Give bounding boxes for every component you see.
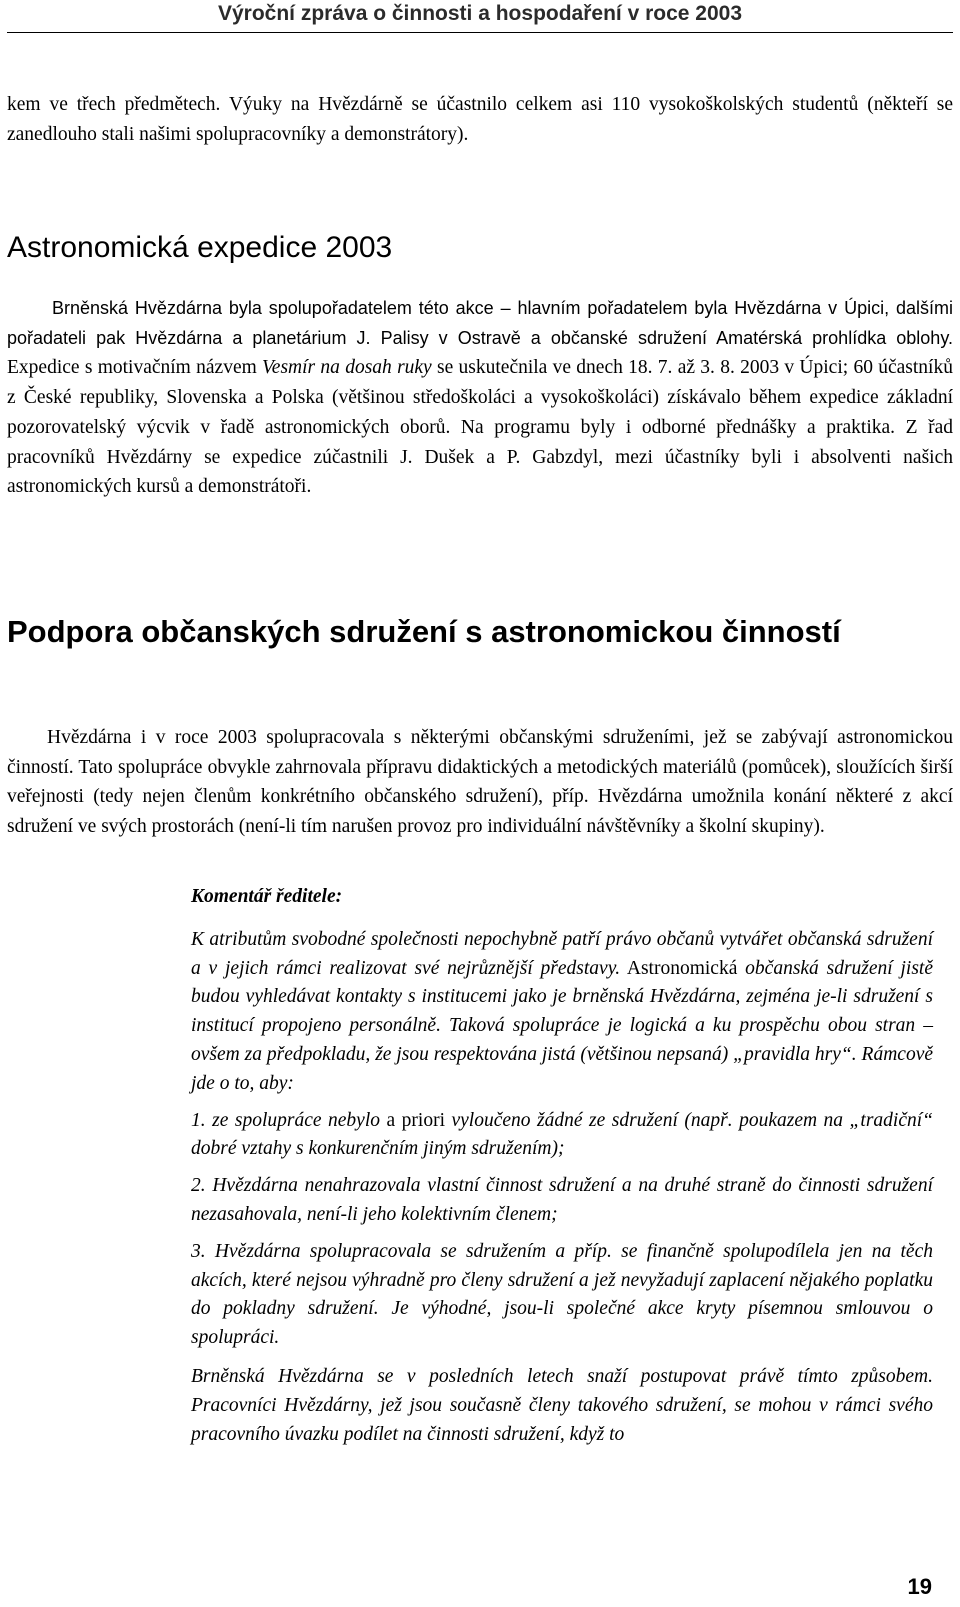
commentary-item-2: 2. Hvězdárna nenahrazovala vlastní činnost sdružení a na druhé straně do činnosti sdružení nezasahovala, není-li jeho kolektivním členem; [191, 1175, 933, 1225]
commentary-p1-a: K atributům svobodné společnosti nepochybně patří právo občanů vytvářet občanská sdružení a v jejich rámci realizovat své nejrůznější představy. [191, 928, 933, 979]
director-commentary [191, 883, 933, 1449]
expedition-text-c: se uskutečnila ve dnech 18. 7. až 3. 8. 2003 v Úpici; 60 účastníků z České republiky, Slovenska a Polska (většinou středoškoláci a vysokoškoláci) získávalo během expedice základní pozorovatelský výcvik v řadě astronomických oborů. Na programu byly i odborné přednášky a praktika. Z řad pracovníků Hvězdárny se expedice zúčastnili J. Dušek a P. Gabzdyl, mezi účastníky byli i absolventi našich astronomických kursů a demonstrátoři. [7, 357, 953, 498]
commentary-item-1 [191, 1107, 933, 1165]
intro-paragraph: kem ve třech předmětech. Výuky na Hvězdárně se účastnilo celkem asi 110 vysokoškolských studentů (někteří se zanedlouho stali našimi spolupracovníky a demonstrátory). [7, 94, 953, 145]
support-text-b: Tato spolupráce obvykle zahrnovala přípravu didaktických a metodických materiálů (pomůcek), sloužících širší veřejnosti (tedy nejen členům konkrétního občanského sdružení), příp. Hvězdárna umožnila konání některé z akcí sdružení ve svých prostorách (není-li tím narušen provoz pro individuální návštěvníky a školní skupiny). [7, 756, 953, 838]
support-heading: Podpora občanských sdružení s astronomickou činností [7, 614, 841, 649]
expedition-lead-text: Brněnská Hvězdárna byla spolupořadatelem této akce – hlavním pořadatelem byla Hvězdárna v Úpici, dalšími pořadateli pak Hvězdárna a planetárium J. Palisy v Ostravě a občanské sdružení Amatérská prohlídka oblohy. [7, 298, 953, 348]
commentary-item-3: 3. Hvězdárna spolupracovala se sdružením a příp. se finančně spolupodílela jen na těch akcích, které nejsou výhradně pro členy sdružení a jež nevyžadují zaplacení nějakého poplatku do pokladny sdružení. Je výhodné, jsou-li společné akce kryty písemnou smlouvou o spolupráci. [191, 1240, 933, 1349]
expedition-heading: Astronomická expedice 2003 [7, 231, 393, 264]
commentary-item1-a: 1. ze spolupráce nebylo [191, 1109, 381, 1131]
running-header: Výroční zpráva o činnosti a hospodaření v roce 2003 [217, 2, 742, 25]
commentary-heading: Komentář ředitele: [191, 886, 343, 907]
expedition-text-b: Expedice s motivačním názvem [7, 357, 263, 379]
header-rule [7, 32, 953, 33]
commentary-p1-b: Astronomická [620, 957, 738, 979]
support-paragraph [7, 723, 953, 842]
support-text-a: Hvězdárna i v roce 2003 spolupracovala s některými občanskými sdruženími, jež se zabývají astronomickou činností. [7, 727, 953, 778]
commentary-item1-c: vyloučeno žádné ze sdružení (např. poukazem na „tradiční“ dobré vztahy s konkurenčním jiným sdružením); [191, 1109, 933, 1160]
expedition-paragraph [7, 294, 953, 502]
commentary-closing: Brněnská Hvězdárna se v posledních letech snaží postupovat právě tímto způsobem. Pracovníci Hvězdárny, jež jsou současně členy takového sdružení, se mohou v rámci svého pracovního úvazku podílet na činnosti sdružení, když to [191, 1365, 933, 1445]
expedition-motto: Vesmír na dosah ruky [262, 357, 432, 379]
commentary-paragraph-1 [191, 926, 933, 1099]
commentary-item1-b: a priori [380, 1109, 452, 1131]
page-number: 19 [907, 1574, 932, 1599]
commentary-p1-c: občanská sdružení jistě budou vyhledávat kontakty s institucemi jako je brněnská Hvězdárna, zejména je-li sdružení s institucí propojeno personálně. Taková spolupráce je logická a ku prospěchu obou stran – ovšem za předpokladu, že jsou respektována jistá (většinou nepsaná) „pravidla hry“. Rámcově jde o to, aby: [191, 957, 933, 1094]
